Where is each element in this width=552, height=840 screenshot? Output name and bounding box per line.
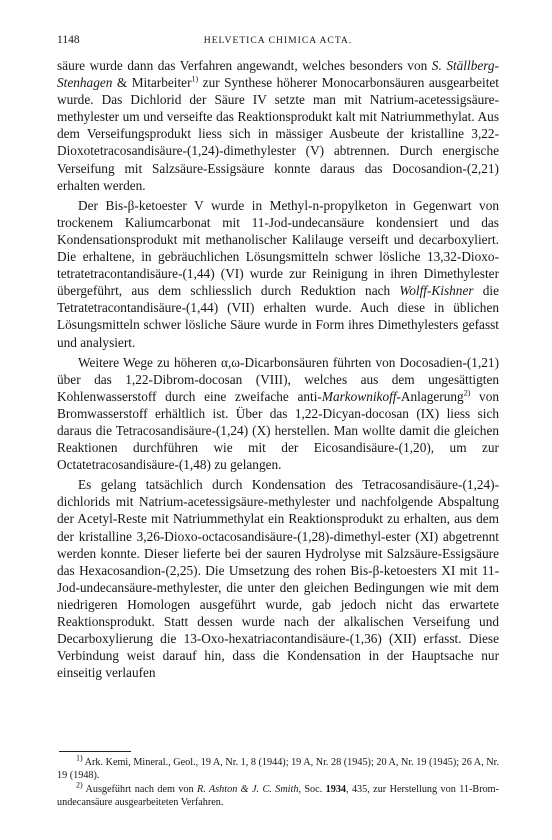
running-header bbox=[57, 34, 499, 50]
footnote-1 bbox=[57, 753, 499, 783]
footnote-ref-1: 1) bbox=[191, 74, 199, 84]
footnote-divider bbox=[59, 751, 131, 752]
text-run: -Anlagerung bbox=[396, 388, 464, 404]
footnote-mark: 1) bbox=[76, 753, 83, 763]
paragraph-4: Es gelang tatsächlich durch Kondensation des Tetracosandisäure-(1,24)-dichlorids mit Natrium-acetessigsäure-methylester und nachfolgende Abspaltung der Acetyl-Reste mit Natriummethylat ein Reaktionsprodukt zu erhalten, aus dem der kristalline 3,26-Dioxo-octacosandisäure-(1,28)-dimethyl-ester (XI) abgetrennt werden konnte. Dieser lieferte bei der sauren Hydrolyse mit Salzsäure-Essigsäure das Hexacosandion-(2,25). Die Umsetzung des rohen Bis-β-ketoesters XI mit 11-Jod-undecansäure-methylester, die unter den gleichen Bedingungen wie mit dem niedrigeren Homologen ausgeführt wurde, gab jedoch nicht das erwartete Reaktionsprodukt. Statt dessen wurde nach der alkalischen Verseifung und Decarboxylierung die 13-Oxo-hexatriacontandisäure-(1,36) (XII) erfasst. Diese Verbindung weist darauf hin, dass die Kondensation in der Hauptsache nur einseitig verlaufen bbox=[57, 477, 499, 681]
footnote-mark: 2) bbox=[76, 780, 83, 790]
author-name: S. Ställberg-Stenhagen bbox=[57, 58, 499, 91]
text-run: von Bromwasserstoff erhältlich ist. Über das 1,22-Dicyan-docosan (IX) liess sich daraus die Tetracosandisäure-(1,24) (X) herstellen. Man wollte damit die gleichen Reaktionen durchführen wie mit der Eicosandisäure-(1,20), um zur Octatetracosandisäure-(1,48) zu gelangen. bbox=[57, 388, 499, 473]
text-run: & Mitarbeiter bbox=[112, 75, 192, 91]
text-run: Weitere Wege zu höheren α,ω-Dicarbonsäuren führten von Docosadien-(1,21) über das 1,22-Dibrom-docosan (VIII), welches aus dem ungesättigten Kohlenwasserstoff durch eine zweifache anti- bbox=[57, 354, 499, 404]
footnote-2 bbox=[57, 780, 499, 810]
paragraph-1 bbox=[57, 57, 499, 194]
footnotes bbox=[57, 753, 499, 809]
paragraph-2 bbox=[57, 197, 499, 351]
text-run: Der Bis-β-ketoester V wurde in Methyl-n-propylketon in Gegenwart von trockenem Kaliumcarbonat mit 11-Jod-undecansäure kondensiert und das Kondensationsprodukt mit methanolischer Kalilauge verseift und decarboxyliert. Die erhaltene, in gebräuchlichen Lösungsmitteln schwer lösliche 13,32-Dioxo-tetratetracontandisäure-(1,44) (VI) wurde zur Reinigung in ihren Dimethylester übergeführt, aus dem schliesslich durch Reduktion nach bbox=[57, 197, 499, 299]
text-run: säure wurde dann das Verfahren angewandt, welches besonders von bbox=[57, 58, 432, 73]
author-name: Markownikoff bbox=[321, 388, 397, 404]
footnote-text: Ark. Kemi, Mineral., Geol., 19 A, Nr. 1, 8 (1944); 19 A, Nr. 28 (1945); 20 A, Nr. 19 (1945); 26 A, Nr. 19 (1948). bbox=[57, 757, 499, 782]
footnote-text: , 435, zur Herstellung von 11-Brom-undecansäure ausgearbeiteten Verfahren. bbox=[57, 783, 499, 808]
text-run: zur Synthese höherer Monocarbonsäuren ausgearbeitet wurde. Das Dichlorid der Säure IV setzte man mit Natrium-acetessigsäure-methylester um und verseifte das Reaktionsprodukt kalt mit Natriummethylat. Aus dem Verseifungsprodukt liess sich in mässiger Ausbeute der kristalline 3,22-Dioxotetracosandisäure-(1,24)-dimethylester (V) abtrennen. Durch energische Verseifung mit Salzsäure-Essigsäure konnte daraus das Docosandion-(2,21) erhalten werden. bbox=[57, 75, 499, 193]
footnote-text: Ausgeführt nach dem von bbox=[82, 783, 197, 795]
citation-year: 1934 bbox=[325, 783, 346, 795]
page-number: 1148 bbox=[57, 34, 80, 46]
footnote-ref-2: 2) bbox=[463, 388, 471, 398]
paragraph-3 bbox=[57, 354, 499, 474]
author-name: Wolff-Kishner bbox=[399, 283, 474, 299]
body-text bbox=[57, 57, 499, 681]
footnote-text: , Soc. bbox=[298, 783, 326, 795]
text-run: die Tetratetracontandisäure-(1,44) (VII) erhalten wurde. Auch diese in üblichen Lösungsmitteln schwer lösliche Säure wurde in Form ihres Dimethylesters gefasst und analysiert. bbox=[57, 283, 500, 350]
author-name: R. Ashton & J. C. Smith bbox=[197, 783, 299, 795]
journal-title: HELVETICA CHIMICA ACTA. bbox=[203, 35, 353, 46]
